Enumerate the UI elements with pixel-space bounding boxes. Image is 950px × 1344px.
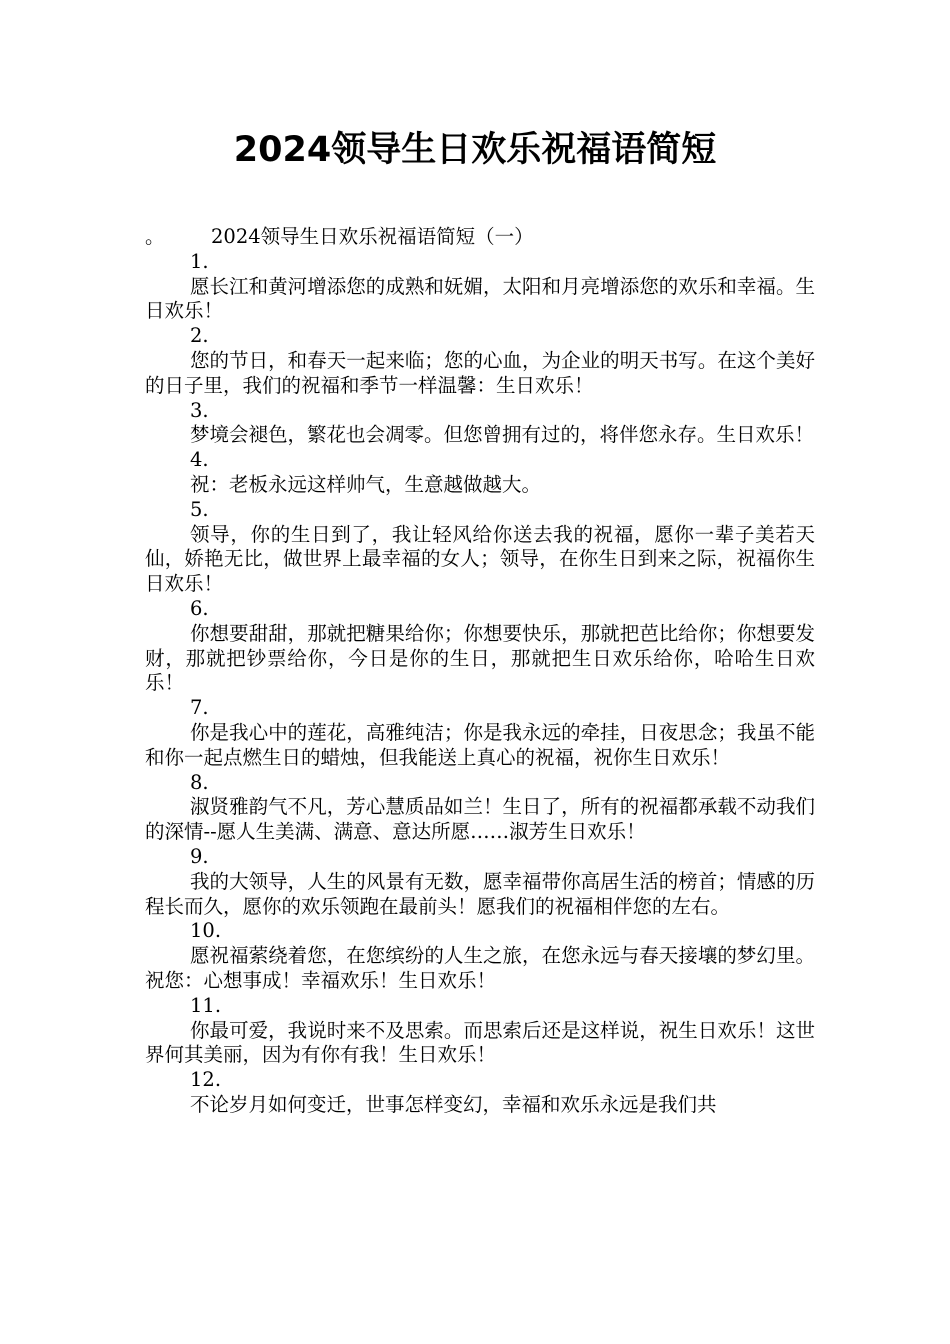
item-text: 梦境会褪色，繁花也会凋零。但您曾拥有过的，将伴您永存。生日欢乐！: [190, 423, 815, 447]
item-text: 你想要甜甜，那就把糖果给你；你想要快乐，那就把芭比给你；你想要发财，那就把钞票给你，今日是你的生日，那就把生日欢乐给你，哈哈生日欢乐！: [145, 621, 815, 695]
document-body: [145, 225, 815, 1118]
item-number: 7.: [190, 696, 209, 720]
item-text: 愿祝福萦绕着您，在您缤纷的人生之旅，在您永远与春天接壤的梦幻里。祝您：心想事成！幸福欢乐！生日欢乐！: [145, 944, 815, 992]
item-number: 4.: [190, 448, 209, 472]
item-text: 您的节日，和春天一起来临；您的心血，为企业的明天书写。在这个美好的日子里，我们的祝福和季节一样温馨：生日欢乐！: [145, 348, 815, 397]
item-number: 3.: [190, 398, 209, 422]
section-heading: 2024领导生日欢乐祝福语简短（一）: [211, 225, 534, 248]
item-text: 祝：老板永远这样帅气，生意越做越大。: [190, 472, 542, 496]
item-number: 10.: [190, 919, 222, 943]
item-text: 你是我心中的莲花，高雅纯洁；你是我永远的牵挂，日夜思念；我虽不能和你一起点燃生日的蜡烛，但我能送上真心的祝福，祝你生日欢乐！: [145, 720, 815, 769]
item-number: 8.: [190, 770, 209, 794]
item-number: 11.: [190, 993, 222, 1017]
document-title: 2024领导生日欢乐祝福语简短: [233, 130, 717, 170]
item-text: 我的大领导，人生的风景有无数，愿幸福带你高居生活的榜首；情感的历程长而久，愿你的欢乐领跑在最前头！愿我们的祝福相伴您的左右。: [145, 869, 815, 918]
item-number: 6.: [190, 596, 209, 620]
item-text: 你最可爱，我说时来不及思索。而思索后还是这样说，祝生日欢乐！这世界何其美丽，因为有你有我！生日欢乐！: [145, 1018, 815, 1067]
item-number: 9.: [190, 844, 209, 868]
item-text: 领导，你的生日到了，我让轻风给你送去我的祝福，愿你一辈子美若天仙，娇艳无比，做世界上最幸福的女人；领导，在你生日到来之际，祝福你生日欢乐！: [145, 522, 815, 596]
item-number: 1.: [190, 249, 209, 273]
item-text: 淑贤雅韵气不凡，芳心慧质品如兰！生日了，所有的祝福都承载不动我们的深情--愿人生美满、满意、意达所愿……淑芳生日欢乐！: [145, 795, 815, 844]
item-text: 愿长江和黄河增添您的成熟和妩媚，太阳和月亮增添您的欢乐和幸福。生日欢乐！: [145, 274, 815, 323]
item-number: 5.: [190, 497, 209, 521]
item-text: 不论岁月如何变迁，世事怎样变幻，幸福和欢乐永远是我们共: [190, 1092, 717, 1116]
item-number: 12.: [190, 1068, 222, 1092]
item-number: 2.: [190, 324, 209, 348]
section-heading-line: [145, 225, 815, 250]
intro-mark: 。: [145, 225, 165, 248]
